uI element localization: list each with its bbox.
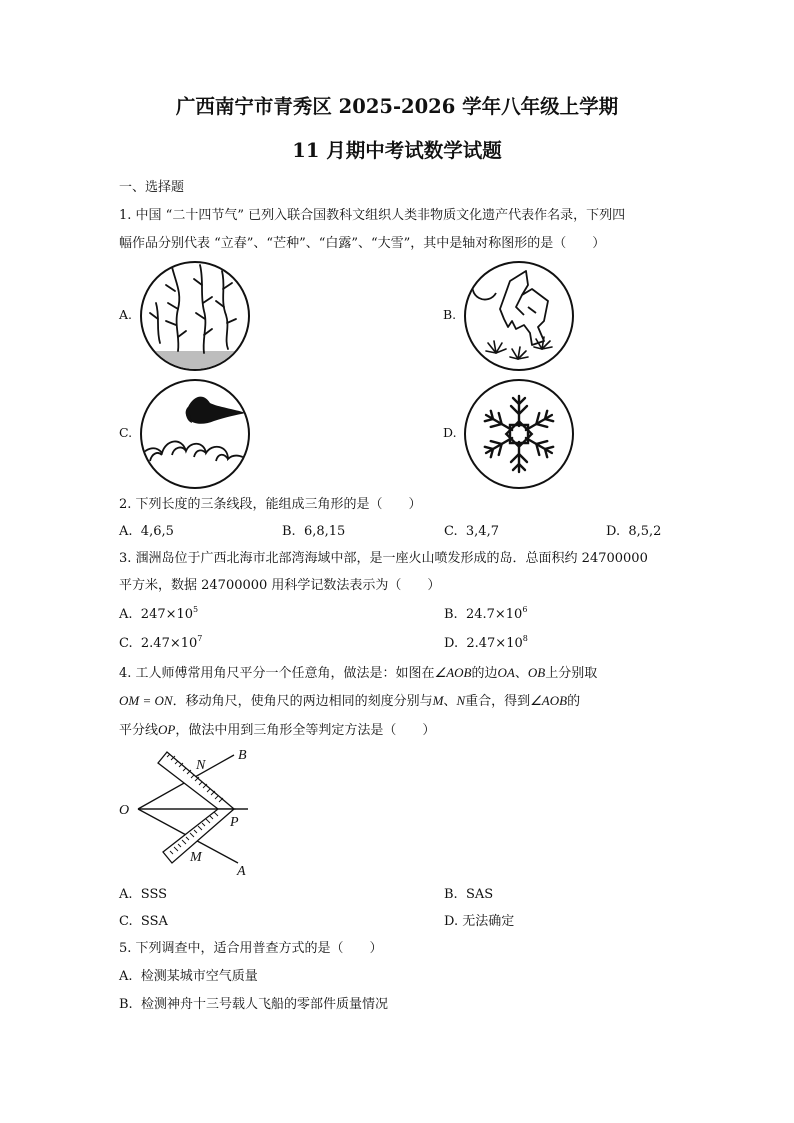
q4-stem-line3: 平分线OP，做法中用到三角形全等判定方法是（ ） bbox=[119, 722, 436, 738]
q3-stem-line1: 3. 涠洲岛位于广西北海市北部湾海域中部，是一座火山喷发形成的岛．总面积约 24700000 bbox=[119, 551, 648, 566]
q5-stem: 5. 下列调查中，适合用普查方式的是（ ） bbox=[119, 941, 383, 956]
spring-willow-icon bbox=[140, 261, 250, 371]
q2-option-c: C. 3,4,7 bbox=[444, 524, 499, 539]
q1-option-d-letter: D. bbox=[443, 425, 457, 440]
q3-option-d: D. $2.47\times 10^8$ bbox=[444, 634, 528, 651]
q2-option-b: B. 6,8,15 bbox=[282, 524, 346, 539]
q4-option-c: C. SSA bbox=[119, 914, 168, 929]
q3-option-a: A. $247\times 10^5$ bbox=[119, 605, 199, 622]
q1-option-a-letter: A. bbox=[119, 307, 133, 322]
q4-option-d: D. 无法确定 bbox=[444, 914, 515, 929]
q4-stem-line1: 4. 工人师傅常用角尺平分一个任意角，做法是：如图在∠AOB的边OA、OB上分别取 bbox=[119, 665, 598, 681]
q3-option-b: B. $24.7\times 10^6$ bbox=[444, 605, 528, 622]
q1-option-c-letter: C. bbox=[119, 425, 133, 440]
q2-stem: 2. 下列长度的三条线段，能组成三角形的是（ ） bbox=[119, 497, 422, 512]
q5-option-b: B. 检测神舟十三号载人飞船的零部件质量情况 bbox=[119, 997, 388, 1012]
snowflake-icon bbox=[464, 379, 574, 489]
grain-in-ear-icon bbox=[464, 261, 574, 371]
q1-stem-line2: 幅作品分别代表 “立春”、“芒种”、“白露”、“大雪”，其中是轴对称图形的是（ ） bbox=[119, 236, 606, 251]
q2-option-a: A. 4,6,5 bbox=[119, 524, 174, 539]
label-p: P bbox=[230, 815, 239, 830]
page-title-line1: 广西南宁市青秀区 2025-2026 学年八年级上学期 bbox=[175, 95, 619, 118]
q5-option-a: A. 检测某城市空气质量 bbox=[119, 969, 258, 984]
q4-option-b: B. SAS bbox=[444, 887, 494, 902]
q1-option-b-letter: B. bbox=[443, 307, 457, 322]
label-n: N bbox=[196, 758, 206, 773]
label-a: A bbox=[237, 864, 246, 879]
q3-stem-line2: 平方米，数据 24700000 用科学记数法表示为（ ） bbox=[119, 578, 441, 593]
q2-option-d: D. 8,5,2 bbox=[606, 524, 662, 539]
white-dew-bird-icon bbox=[140, 379, 250, 489]
page-title-line2: 11 月期中考试数学试题 bbox=[292, 139, 502, 162]
label-m: M bbox=[190, 850, 202, 865]
label-o: O bbox=[119, 803, 130, 818]
q4-option-a: A. SSS bbox=[119, 887, 168, 902]
q1-stem-line1: 1. 中国 “二十四节气” 已列入联合国教科文组织人类非物质文化遗产代表作名录，下列四 bbox=[119, 208, 626, 223]
angle-ruler-figure bbox=[116, 745, 266, 880]
q3-option-c: C. $2.47\times 10^7$ bbox=[119, 634, 203, 651]
label-b: B bbox=[238, 748, 247, 763]
q4-stem-line2: OM = ON．移动角尺，使角尺的两边相同的刻度分别与M、N重合，得到∠AOB的 bbox=[119, 693, 581, 709]
section-heading: 一、选择题 bbox=[119, 180, 185, 195]
